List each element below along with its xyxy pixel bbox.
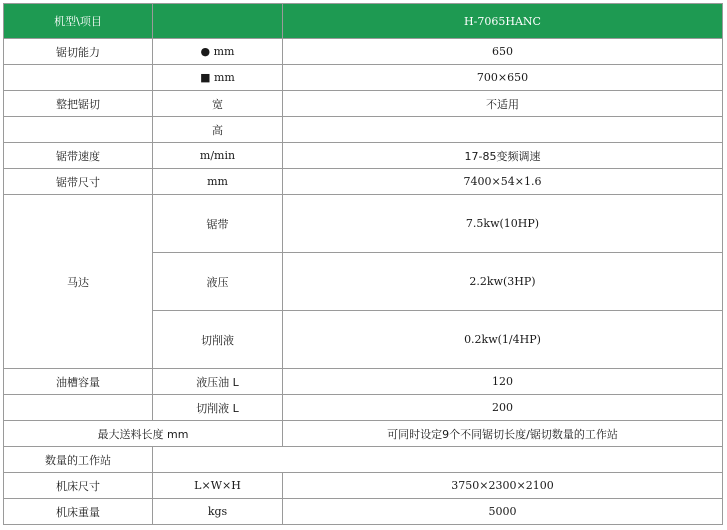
- bundle-cut-height-label: 高: [153, 117, 283, 143]
- motor-coolant-label: 切削液: [153, 311, 283, 369]
- machine-size-value: 3750×2300×2100: [283, 473, 723, 499]
- cut-capacity-round-value: 650: [283, 39, 723, 65]
- max-feed-label-cont: 数量的工作站: [4, 447, 153, 473]
- machine-weight-label: 机床重量: [4, 499, 153, 525]
- cut-capacity-round-unit: ● mm: [153, 39, 283, 65]
- table-row: [4, 499, 723, 525]
- motor-hydraulic-label: 液压: [153, 253, 283, 311]
- table-row: [4, 195, 723, 253]
- table-row: [4, 169, 723, 195]
- motor-coolant-value: 0.2kw(1/4HP): [283, 311, 723, 369]
- tank-oil-value: 120: [283, 369, 723, 395]
- blade-speed-label: 锯带速度: [4, 143, 153, 169]
- empty-cell: [4, 117, 153, 143]
- machine-weight-value: 5000: [283, 499, 723, 525]
- table-row: [4, 143, 723, 169]
- blade-size-label: 锯带尺寸: [4, 169, 153, 195]
- empty-cell: [4, 395, 153, 421]
- machine-size-unit: L×W×H: [153, 473, 283, 499]
- header-row: [4, 4, 723, 39]
- header-blank: [153, 4, 283, 39]
- max-feed-label: 最大送料长度 mm: [4, 421, 283, 447]
- motor-hydraulic-value: 2.2kw(3HP): [283, 253, 723, 311]
- header-model: H-7065HANC: [283, 4, 723, 39]
- table-row: [4, 473, 723, 499]
- empty-cell: [153, 447, 723, 473]
- cut-capacity-square-unit: ■ mm: [153, 65, 283, 91]
- header-item-label: 机型\项目: [4, 4, 153, 39]
- motor-label: 马达: [4, 195, 153, 369]
- cut-capacity-label: 锯切能力: [4, 39, 153, 65]
- table-row: [4, 369, 723, 395]
- tank-coolant-value: 200: [283, 395, 723, 421]
- motor-blade-value: 7.5kw(10HP): [283, 195, 723, 253]
- tank-coolant-label: 切削液 L: [153, 395, 283, 421]
- table-row: [4, 91, 723, 117]
- bundle-cut-height-value: [283, 117, 723, 143]
- cut-capacity-square-value: 700×650: [283, 65, 723, 91]
- tank-label: 油槽容量: [4, 369, 153, 395]
- blade-size-value: 7400×54×1.6: [283, 169, 723, 195]
- blade-speed-unit: m/min: [153, 143, 283, 169]
- table-row: [4, 117, 723, 143]
- max-feed-value: 可同时设定9个不同锯切长度/锯切数量的工作站: [283, 421, 723, 447]
- table-row: [4, 395, 723, 421]
- machine-size-label: 机床尺寸: [4, 473, 153, 499]
- motor-blade-label: 锯带: [153, 195, 283, 253]
- table-row: [4, 65, 723, 91]
- empty-cell: [4, 65, 153, 91]
- machine-weight-unit: kgs: [153, 499, 283, 525]
- spec-table: [3, 3, 723, 525]
- table-row: [4, 447, 723, 473]
- table-row: [4, 421, 723, 447]
- bundle-cut-width-value: 不适用: [283, 91, 723, 117]
- blade-size-unit: mm: [153, 169, 283, 195]
- tank-oil-label: 液压油 L: [153, 369, 283, 395]
- bundle-cut-width-label: 宽: [153, 91, 283, 117]
- bundle-cut-label: 整把锯切: [4, 91, 153, 117]
- blade-speed-value: 17-85变频调速: [283, 143, 723, 169]
- table-row: [4, 39, 723, 65]
